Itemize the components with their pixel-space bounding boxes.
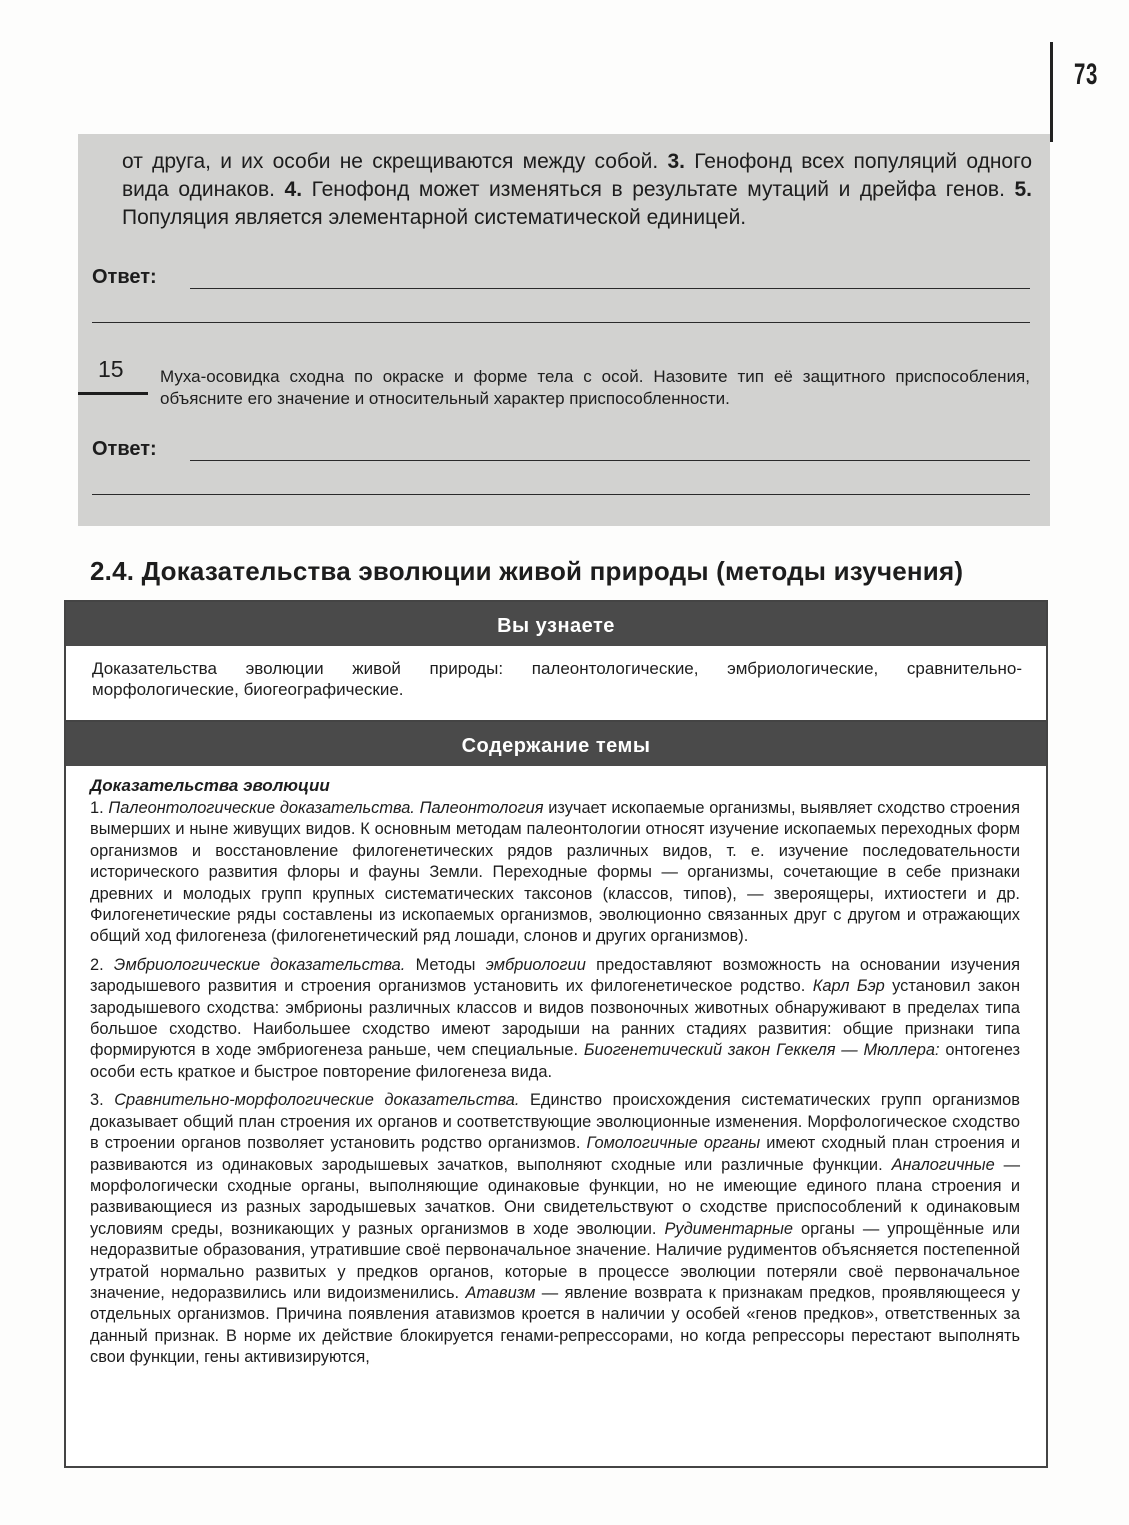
italic-term: Рудиментарные: [664, 1219, 794, 1238]
answer-line[interactable]: [92, 322, 1030, 323]
italic-term: эмбриологии: [485, 955, 586, 974]
answer-line[interactable]: [92, 494, 1030, 495]
italic-term: Сравнительно-морфологические доказательства.: [114, 1091, 520, 1110]
text-run: установил закон зародышевого сходства: эмбрионы различных классов и видов позвоночных животных обнаруживают в пределах типа большое сходство. Наибольшее сходство имеют зародыши на ранних стадиях развития: общие признаки типа формируются в ходе эмбриогенеза раньше, чем специальные.: [90, 977, 1020, 1060]
content-subheading: Доказательства эволюции: [90, 776, 330, 795]
answer-line[interactable]: [190, 288, 1030, 289]
italic-term: Аналогичные: [891, 1155, 995, 1174]
text-run: Генофонд может изменяться в результате мутаций и дрейфа генов.: [302, 178, 1015, 201]
task-number: 15: [98, 356, 124, 382]
paragraph-paleontological: [90, 798, 1020, 948]
task-question: Муха-осовидка сходна по окраске и форме тела с осой. Назовите тип её защитного приспособления, объясните его значение и относительный характер приспособленности.: [160, 367, 1030, 408]
text-run: предоставляют возможность на основании изучения зародышевого развития и строения организмов установить их филогенетическое родство.: [90, 955, 1020, 996]
section-title: 2.4. Доказательства эволюции живой природы (методы изучения): [90, 556, 964, 586]
text-run: изучает ископаемые организмы, выявляет сходство строения вымерших и ныне живущих видов. К основным методам палеонтологии относят изучение ископаемых переходных форм организмов и восстановление филогенетических рядов различных видов, т. е. изучение последовательности исторического развития флоры и фауны Земли. Переходные формы — организмы, сочетающие в себе признаки древних и молодых групп крупных систематических таксонов (классов, типов), — звероящеры, ихтиостеги и др. Филогенетические ряды составлены из ископаемых организмов, эволюционно связанных друг с другом и отражающих общий ход филогенеза (филогенетический ряд лошади, слонов и других организмов).: [90, 799, 1020, 946]
answer-row-2b: [92, 494, 1032, 524]
paragraph-embryological: [90, 955, 1020, 1083]
italic-term: Атавизм: [465, 1283, 536, 1302]
text-run: 1.: [90, 799, 109, 817]
italic-term: Гомологичные органы: [586, 1134, 761, 1153]
text-run: от друга, и их особи не скрещиваются между собой.: [122, 150, 668, 173]
italic-term: Палеонтологические доказательства. Палеонтология: [108, 799, 544, 817]
text-run: органы — упрощённые или недоразвитые образования, утратившие своё первоначальное значение. Наличие рудиментов объясняется постепенной утратой нормально развитых у предков органов, которые в процессе эволюции потеряли своё первоначальное значение, недоразвились или видоизменились.: [90, 1219, 1021, 1302]
text-run: Популяция является элементарной систематической единицей.: [122, 206, 747, 229]
italic-term: Биогенетический закон Геккеля — Мюллера:: [583, 1041, 940, 1060]
learn-box: [64, 600, 1048, 730]
answer-row-2: [92, 438, 1032, 468]
content-header: Содержание темы: [66, 722, 1046, 766]
italic-term: Эмбриологические доказательства.: [113, 955, 406, 974]
answer-label: Ответ:: [92, 438, 157, 460]
text-run: — явление возврата к признакам предков, проявляющееся у отдельных организмов. Причина появления атавизмов кроется в наличии у особей «генов предков», ответственных за данный признак. В норме их действие блокируется генами-репрессорами, но когда репрессоры перестают выполнять свои функции, гены активизируются,: [90, 1283, 1020, 1367]
italic-term: Карл Бэр: [812, 977, 885, 996]
text-run: онтогенез особи есть краткое и быстрое повторение филогенеза вида.: [90, 1041, 1020, 1081]
page-number: 73: [1073, 58, 1099, 91]
answer-line[interactable]: [190, 460, 1030, 461]
task-number-underline: [78, 392, 148, 395]
content-box: [64, 720, 1048, 1468]
item-number: 4.: [284, 178, 303, 201]
item-number: 5.: [1014, 178, 1032, 201]
content-body: [66, 766, 1046, 1369]
learn-text: Доказательства эволюции живой природы: палеонтологические, эмбриологические, сравнительно-морфологические, биогеографические.: [92, 659, 1022, 699]
page-edge-rule: [1050, 42, 1053, 142]
answer-row-1b: [92, 322, 1032, 352]
learn-header: Вы узнаете: [66, 602, 1046, 646]
text-run: имеют сходный план строения и развиваются из одинаковых зародышевых зачатков, выполняют сходные или различные функции.: [90, 1134, 1020, 1174]
answer-label: Ответ:: [92, 266, 157, 288]
answer-row-1: [92, 266, 1032, 296]
paragraph-morphological: [90, 1090, 1020, 1368]
text-run: Генофонд всех популяций одного вида одинаков.: [122, 150, 1032, 201]
task-continued-text: [122, 148, 1032, 232]
text-run: Методы: [405, 955, 486, 974]
task-box: [78, 134, 1050, 526]
item-number: 3.: [667, 150, 685, 173]
text-run: Единство происхождения систематических групп организмов доказывает общий план строения их органов и соответствующие эволюционные изменения. Морфологическое сходство в строении органов позволяет установить родство организмов.: [90, 1091, 1021, 1153]
text-run: 2.: [90, 955, 114, 974]
text-run: 3.: [90, 1091, 115, 1110]
text-run: — морфологически сходные органы, выполняющие одинаковые функции, но не имеющие единого плана строения и развивающиеся из разных зародышевых зачатков. Они свидетельствуют о сходстве приспособлений к одинаковым условиям среды, возникающих у разных организмов в ходе эволюции.: [90, 1155, 1020, 1238]
